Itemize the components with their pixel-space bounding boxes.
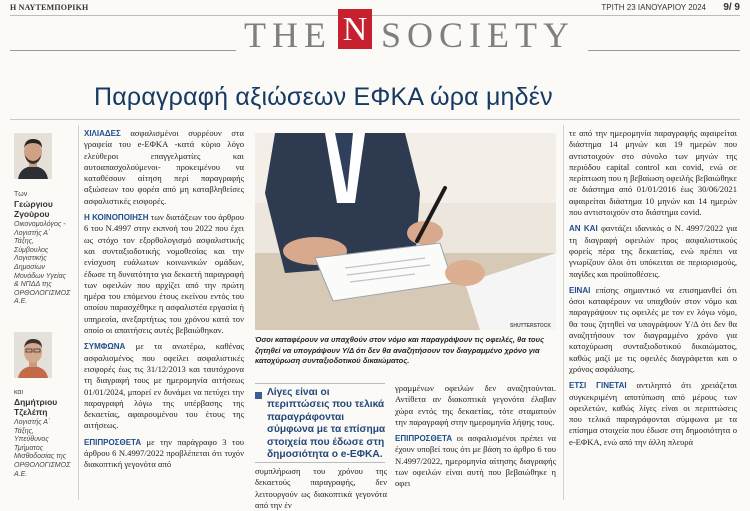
author-bio-1: Οικονομολόγος - Λογιστής Α΄ Τάξης, Σύμβουλος Λογιστικής Δημοσίων Μονάδων Υγείας & ΝΠΔΔ της ΟΡΘΟΛΟΓΙΣΜΟΣ Α.Ε. (14, 221, 71, 306)
author-prefix-1: Των (14, 191, 28, 198)
author-bio-2: Λογιστής Α΄ Τάξης, Υπεύθυνος Τμήματος Μισθοδοσίας της ΟΡΘΟΛΟΓΙΣΜΟΣ Α.Ε. (14, 419, 71, 478)
masthead-logo-n: N (338, 9, 372, 49)
masthead-the: THE (244, 15, 332, 55)
paragraph: ΣΥΜΦΩΝΑ με τα ανωτέρω, καθένας ασφαλισμένος που οφείλει ασφαλιστικές εισφορές έως τις 31/12/2013 και ταυτόχρονα τη διαγραφή τους με ημερομηνία αιτήσεως 01/01/2024, μπορεί εν δυνάμει να πετύχει την παραγραφή λόγω της υπέρβασης της δεκαετίας, αφαιρουμένου του έτους της αιτήσεως. (84, 341, 244, 431)
pullquote-marker-icon (255, 392, 262, 399)
article-column-2-bottom: συμπλήρωση του χρόνου της δεκαετούς παραγραφής, δεν λειτουργούν ως διακοπτικά γεγονότα από την έν (255, 466, 387, 510)
headline-divider (10, 119, 740, 120)
paragraph: τε από την ημερομηνία παραγραφής αφαιρείται διάστημα 14 μηνών και 19 ημερών που αντιστοιχούν στο σύνολο των μηνών της περιόδου capital control και covid, ενώ σε περίπτωση που η βεβαίωση οφειλής βεβαιώθηκε σε διάστημα από 01/01/2016 έως 30/06/2021 αφαιρείται διάστημα 10 μηνών και 14 ημερών που αντιστοιχούν στο διάστημα covid. (569, 128, 737, 218)
paragraph: Η ΚΟΙΝΟΠΟΙΗΣΗ των διατάξεων του άρθρου 6 του Ν.4997 στην εκπνοή του 2022 που έχει ως στόχο τον εξορθολογισμό ασφαλιστικής και συνταξιοδοτικής νομοθεσίας και την ενίσχυση ευάλωτων κοινωνικών ομάδων, έδωσε τη δυνατότητα για δεκαετή παραγραφή των οφειλών που αρχίζει από την πρώτη ημέρα του επόμενου έτους εκείνου εντός του οποίου παρασχέθηκε η ασφαλιστέα εργασία ή υπηρεσία, ανεξαρτήτως του χρόνου κατά τον οποίο οι απαιτήσεις αυτές βεβαιώθηκαν. (84, 212, 244, 336)
pullquote-rule-top (255, 383, 385, 384)
paragraph: ΑΝ ΚΑΙ φαντάζει ιδανικός ο Ν. 4997/2022 για τη διαγραφή οφειλών προς ασφαλιστικούς φορείς πέρα της δεκαετίας, ενώ πρέπει να γνωρίζουν όλοι ότι υπόκειται σε περιορισμούς, παγίδες και προϋποθέσεις. (569, 223, 738, 279)
article-column-4 (569, 128, 737, 500)
author-photo-2 (14, 332, 52, 378)
author-name-2: Δημήτριου Τζελέπη (14, 397, 58, 417)
column-divider (563, 125, 564, 500)
paragraph: ΕΤΣΙ ΓΙΝΕΤΑΙ αντιληπτό ότι χρειάζεται συγκεκριμένη αποτύπωση από μέρους των οφειλετών, καθώς λίγες είναι οι περιπτώσεις που τελικά παραγράφονται σύμφωνα με τα επίσημα στοιχεία που έδωσε στη δημοσιότητα ο e-ΕΦΚΑ, ενώ από την άλλη πλευρά (569, 380, 737, 447)
pullquote-rule-bottom (255, 462, 385, 463)
publication-name: Η ΝΑΥΤΕΜΠΟΡΙΚΗ (10, 3, 89, 12)
photo-caption: Όσοι καταφέρουν να υπαχθούν στον νόμο και παραγράψουν τις οφειλές, θα τους ζητηθεί να υπογράψουν Υ/Δ ότι δεν θα αναζητήσουν τον διαγραμμένο χρόνο για κατοχύρωση συνταξιοδοτικού δικαιώματος. (255, 335, 545, 365)
masthead-society: SOCIETY (381, 15, 575, 55)
masthead-rule-left (10, 50, 236, 51)
paragraph: γραμμένων οφειλών δεν αναζητούνται. Αντίθετα αν διακοπτικά γεγονότα έλαβαν χώρα εντός της δεκαετίας, τότε σταματούν την παραγραφή στην ημερομηνία λήψης τους. (395, 383, 556, 427)
paragraph: ΕΠΙΠΡΟΣΘΕΤΑ με την παράγραφο 3 του άρθρου 6 Ν.4997/2022 προβλέπεται ότι τυχόν διακοπτική γεγονότα από (84, 436, 244, 470)
paragraph: ΧΙΛΙΑΔΕΣ ασφαλισμένοι συρρέουν στα γραφεία του e-ΕΦΚΑ -κατά κύριο λόγο ελεύθεροι επαγγελματίες και αυτοαπασχολούμενοι- προκειμένου να καταθέσουν αίτηση περί παραγραφής αξιώσεων του φορέα από μη καταβληθείσες ασφαλιστικές εισφορές. (84, 128, 244, 206)
top-divider (10, 15, 740, 16)
photo-credit: SHUTTERSTOCK (510, 323, 552, 329)
article-column-3 (395, 383, 556, 500)
paragraph: ΕΙΝΑΙ επίσης σημαντικό να επισημανθεί ότι όσοι καταφέρουν να υπαχθούν στον νόμο και παραγράψουν τις οφειλές με τον εν λόγω νόμο, θα τους ζητηθεί να υπογράψουν Υ/Δ ότι δεν θα αναζητήσουν τον διαγραμμένο χρόνο για κατοχύρωση συνταξιοδοτικού δικαιώματος, καθώς μαζί με τις οφειλές διαγράφεται και ο χρόνος ασφάλισης. (569, 284, 737, 374)
author-prefix-2: και (14, 389, 24, 396)
author-photo-1 (14, 133, 52, 179)
paragraph: ΕΠΙΠΡΟΣΘΕΤΑ οι ασφαλισμένοι πρέπει να έχουν υποβεί τους ότι με βάση το άρθρο 6 του Ν.4997/2022, ημερομηνία αίτησης διαγραφής των οφειλών είναι αυτή που βεβαιώθηκε η οφει (395, 433, 556, 489)
page-number: 9/ 9 (723, 2, 740, 13)
article-column-1 (84, 128, 244, 500)
article-photo (255, 133, 556, 330)
article-headline: Παραγραφή αξιώσεων ΕΦΚΑ ώρα μηδέν (94, 83, 553, 111)
author-name-1: Γεώργιου Ζγούρου (14, 199, 53, 219)
pullquote: Λίγες είναι οι περιπτώσεις που τελικά παραγράφονται σύμφωνα με τα επίσημα στοιχεία που έδωσε στη δημοσιότητα ο e-ΕΦΚΑ. (267, 387, 386, 461)
issue-date: ΤΡΙΤΗ 23 ΙΑΝΟΥΑΡΙΟΥ 2024 (601, 3, 706, 12)
masthead-rule-right (588, 50, 740, 51)
column-divider (78, 125, 79, 500)
